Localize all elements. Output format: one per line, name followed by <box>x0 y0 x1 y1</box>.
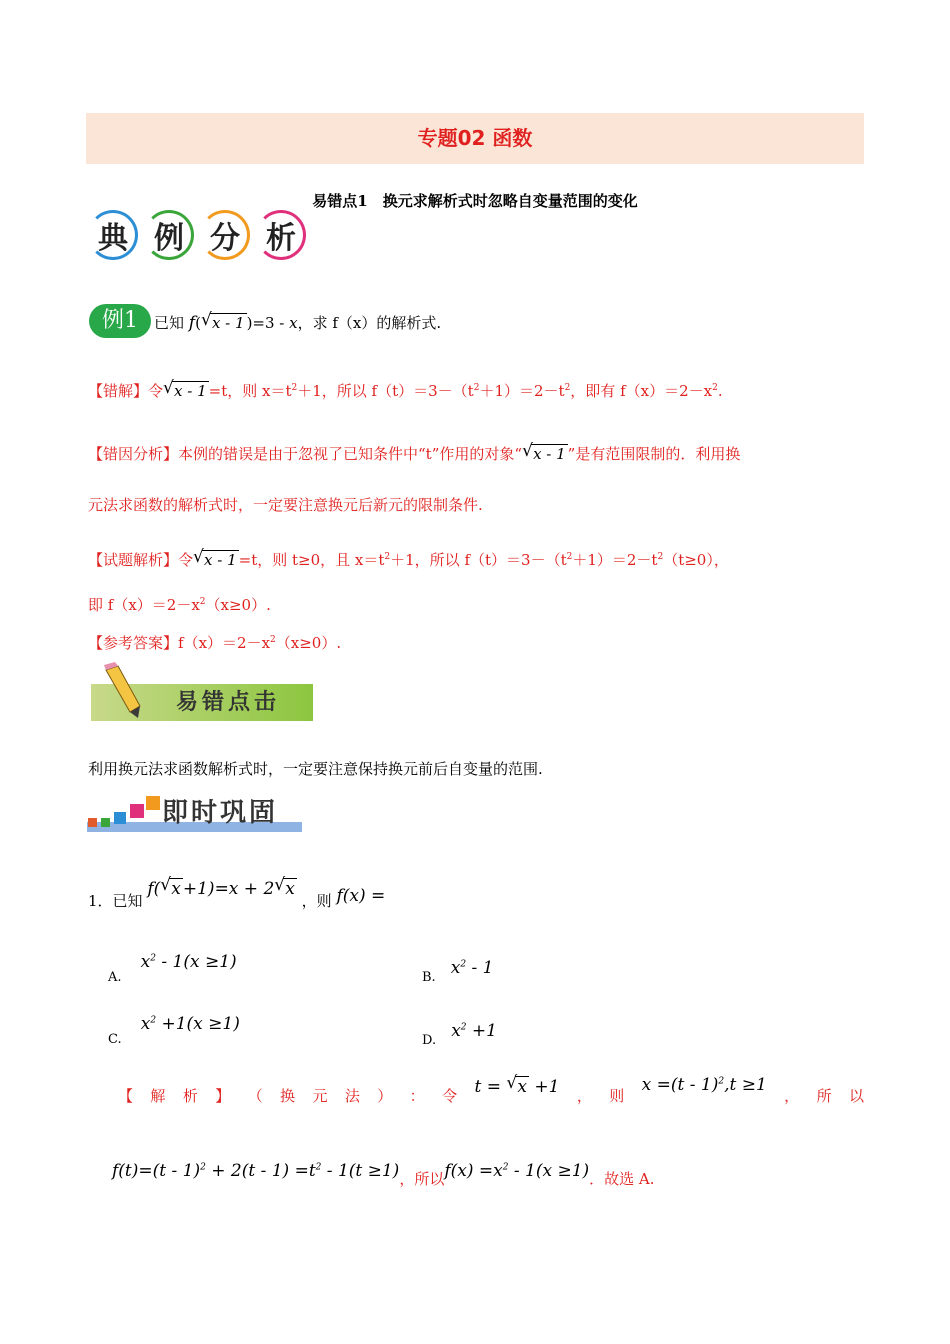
analysis-text: 令 <box>178 551 194 569</box>
option-letter: B. <box>422 970 436 985</box>
error-analysis-line2: 元法求函数的解析式时，一定要注意换元后新元的限制条件. <box>88 496 483 514</box>
question-rhs: =x + 2 <box>214 879 275 899</box>
section-char-circle: 分 <box>200 210 250 260</box>
tip-banner-title: 易错点击 <box>176 689 281 715</box>
wrong-solution-text: 令 <box>148 382 164 400</box>
solution-expr: f(x) =x <box>444 1161 503 1181</box>
answer-text: f（x）＝2－x <box>178 634 271 652</box>
page-title: 专题02 函数 <box>417 126 533 150</box>
question-mid: ，则 <box>301 892 332 910</box>
wrong-solution-text: ＋1）＝2－t <box>479 382 565 400</box>
tip-text: 利用换元法求函数解析式时，一定要注意保持换元前后自变量的范围. <box>88 760 543 778</box>
solution-1-line2 <box>112 1160 655 1188</box>
solution-text: ，所以 <box>399 1170 445 1188</box>
wrong-solution-text: =t，则 x＝t <box>208 382 292 400</box>
solution-expr: t = <box>474 1077 507 1097</box>
wrong-solution: 【错解】令 √ x - 1 =t，则 $x=t^2+1$，所以 $f(t)=3-(t^2+1)=2-t^2$，即有 $f(x)=2-x^2$. <box>88 378 723 400</box>
solution-char: 以 <box>848 1087 864 1105</box>
question-lhs: f( √ x +1)=x + 2 √ x <box>147 875 295 899</box>
solution-char: ： <box>409 1087 425 1105</box>
question-fn: f <box>147 879 154 899</box>
option-expr: x <box>451 1021 461 1041</box>
sqrt-expression: √ x <box>274 875 295 899</box>
solution-1-line1 <box>118 1073 864 1106</box>
point-heading: 易错点1 换元求解析式时忽略自变量范围的变化 <box>312 192 638 210</box>
section-label-typical-example <box>88 210 306 260</box>
solution-ft-expr: $f(t)=(t - 1)^2 + 2(t - 1) =t^2 - 1(t \ge 1)$ <box>112 1161 400 1181</box>
solution-char: 解 <box>150 1087 166 1105</box>
pencil-icon <box>96 662 156 722</box>
option-letter: D. <box>422 1033 437 1048</box>
sqrt-expression: √ x <box>160 875 181 899</box>
solution-char: 【 <box>118 1087 134 1105</box>
question-number: 1．已知 <box>88 892 143 910</box>
option-d: $_{D.}$ $x^2 +1$ <box>422 1021 497 1048</box>
sqrt-expression: √ x - 1 <box>522 441 566 463</box>
fx-symbol: f <box>188 313 196 333</box>
question-arg: +1 <box>182 879 208 899</box>
solution-char: 法 <box>344 1087 360 1105</box>
analysis-text: ＋1，所以 f（t）＝3－（t <box>390 551 567 569</box>
option-expr: x <box>450 958 461 978</box>
wrong-solution-label: 【错解】 <box>88 382 149 400</box>
analysis-line2: 即 $f(x)=2-x^2(x\ge 0)$. <box>88 596 271 614</box>
example-badge: 例1 <box>89 304 151 338</box>
option-letter: A. <box>108 970 122 985</box>
section-char-circle: 典 <box>88 210 138 260</box>
example-var: x <box>289 314 298 332</box>
reference-answer: 【参考答案】$f(x)=2-x^2(x\ge 0)$. <box>88 634 342 652</box>
question-tail: f(x) = <box>336 886 386 906</box>
solution-char: 令 <box>442 1087 458 1105</box>
option-c: $_{C.}$ $x^2 +1(x \ge 1)$ <box>108 1014 240 1047</box>
question-1 <box>88 875 386 911</box>
solution-expr: f(t)=(t - 1) <box>112 1161 201 1181</box>
option-expr: - 1(x ≥1) <box>155 952 237 972</box>
solution-char: （ <box>247 1087 263 1105</box>
solution-t-def: t = √ x +1 <box>474 1073 560 1097</box>
analysis-text: 即 f（x）＝2－x <box>88 596 200 614</box>
solution-expr: ,t ≥1 <box>724 1075 767 1095</box>
solution-char: 元 <box>312 1087 328 1105</box>
solution-comma: ， <box>784 1087 800 1105</box>
analysis-text: ＋1）＝2－t <box>572 551 658 569</box>
solution-char: 】 <box>215 1087 231 1105</box>
option-a: $_{A.}$ $x^2 - 1(x \ge 1)$ <box>108 952 237 985</box>
wrong-solution-text: ＋1，所以 f（t）＝3－（t <box>297 382 474 400</box>
analysis-text: =t，则 t≥0，且 x＝t <box>238 551 385 569</box>
error-analysis-text: ”是有范围限制的．利用换 <box>567 445 741 463</box>
analysis-text: （t≥0）， <box>663 551 729 569</box>
example-prefix: 已知 <box>154 314 185 332</box>
solution-expr: + 2(t - 1) =t <box>205 1161 316 1181</box>
solution-text: ．故选 A. <box>589 1170 655 1188</box>
option-letter: C. <box>108 1032 122 1047</box>
wrong-solution-text: ，即有 f（x）＝2－x <box>570 382 713 400</box>
analysis-text: （x≥0）. <box>205 596 271 614</box>
solution-char: 则 <box>609 1087 625 1105</box>
section-char-circle: 析 <box>256 210 306 260</box>
solution-fx-expr: $f(x) =x^2 - 1(x \ge 1)$ <box>444 1161 590 1181</box>
answer-label: 【参考答案】 <box>88 634 179 652</box>
option-expr: +1 <box>466 1021 497 1041</box>
example-eq: =3 - <box>252 314 290 332</box>
error-analysis <box>88 443 740 464</box>
blocks-icon <box>88 796 162 832</box>
wrong-solution-text: . <box>717 382 723 400</box>
option-expr: +1(x ≥1) <box>156 1014 240 1034</box>
option-expr: x <box>140 952 151 972</box>
solution-expr: +1 <box>528 1077 560 1097</box>
analysis-label: 【试题解析】 <box>88 551 179 569</box>
sqrt-expression: √ x - 1 <box>200 310 245 332</box>
sqrt-expression: √ x - 1 <box>163 378 207 400</box>
analysis: 【试题解析】令 √ x - 1 =t，则 t≥0，且 $x=t^2+1$，所以 $f(t)=3-(t^2+1)=2-t^2(t\ge 0)$， <box>88 547 729 569</box>
option-expr: x <box>140 1014 151 1034</box>
option-expr: - 1 <box>466 958 494 978</box>
error-analysis-text: 本例的错误是由于忽视了已知条件中“t”作用的对象“ <box>178 445 523 463</box>
example-statement: 已知 f( √ x - 1 )=3 - x，求 f（x）的解析式. <box>154 310 442 333</box>
sqrt-expression: √ x - 1 <box>193 547 237 569</box>
solution-comma: ， <box>576 1087 592 1105</box>
solution-char: 换 <box>280 1087 296 1105</box>
solution-char: ） <box>377 1087 393 1105</box>
solution-expr: x =(t - 1) <box>641 1075 719 1095</box>
section-char-circle: 例 <box>144 210 194 260</box>
error-analysis-label: 【错因分析】 <box>88 445 179 463</box>
answer-text: （x≥0）. <box>275 634 342 652</box>
solution-char: 析 <box>182 1087 198 1105</box>
solution-expr: - 1(x ≥1) <box>508 1161 590 1181</box>
solution-char: 所 <box>816 1087 832 1105</box>
option-b: $_{B.}$ $x^2 - 1$ <box>422 958 494 985</box>
solution-expr: - 1(t ≥1) <box>321 1161 400 1181</box>
example-suffix: ，求 f（x）的解析式. <box>297 314 442 332</box>
solution-x-def: x =(t - 1)$^2$,t ≥1 <box>641 1075 767 1095</box>
consolidate-banner-title: 即时巩固 <box>162 798 279 828</box>
